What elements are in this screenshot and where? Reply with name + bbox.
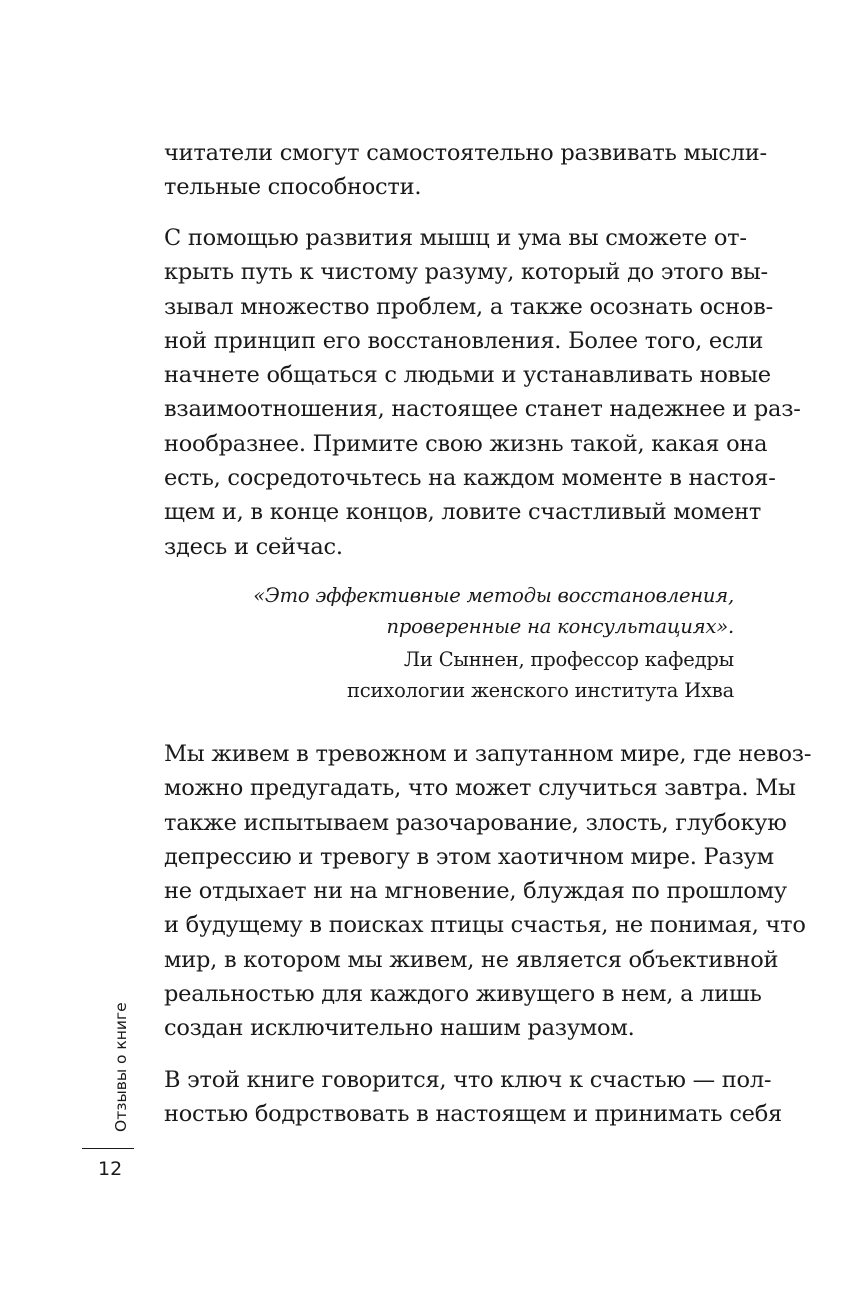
text-line: крыть путь к чистому разуму, который до этого вы- [164,259,768,286]
text-line: начнете общаться с людьми и устанавливать новые [164,362,771,389]
text-line: нообразнее. Примите свою жизнь такой, какая она [164,430,768,457]
text-line: мир, в котором мы живем, не является объективной [164,946,779,973]
text-line: реальностью для каждого живущего в нем, а лишь [164,981,762,1008]
quote-line: проверенные на консультациях». [386,615,734,638]
text-line: взаимоотношения, настоящее станет надежнее и раз- [164,396,801,423]
text-line: депрессию и тревогу в этом хаотичном мире. Разум [164,843,774,870]
text-line: можно предугадать, что может случиться завтра. Мы [164,775,796,802]
paragraph-4 [164,1063,782,1132]
paragraph-2 [164,221,801,564]
author-line: Ли Сыннен, профессор кафедры [403,648,734,671]
review-quote [164,580,734,642]
running-section-title: Отзывы о книге [112,1002,130,1132]
text-line: В этой книге говорится, что ключ к счастью — пол- [164,1067,772,1093]
review-author [164,644,734,706]
author-line: психологии женского института Ихва [346,679,734,702]
text-line: здесь и сейчас. [164,533,343,560]
paragraph-1 [164,136,767,205]
text-line: также испытываем разочарование, злость, глубокую [164,809,787,836]
paragraph-3 [164,737,812,1046]
text-line: создан исключительно нашим разумом. [164,1015,635,1042]
text-line: Мы живем в тревожном и запутанном мире, где невоз- [164,741,812,767]
text-line: зывал множество проблем, а также осознать основ- [164,293,773,320]
text-line: ностью бодрствовать в настоящем и принимать себя [164,1101,782,1128]
text-line: С помощью развития мышц и ума вы сможете от- [164,225,747,251]
page-number-rule [82,1148,134,1149]
page-number: 12 [98,1158,123,1180]
text-line: тельные способности. [164,174,422,201]
quote-line: «Это эффективные методы восстановления, [253,584,734,607]
text-line: ной принцип его восстановления. Более того, если [164,327,764,354]
text-line: и будущему в поисках птицы счастья, не понимая, что [164,912,806,939]
text-line: есть, сосредоточьтесь на каждом моменте в настоя- [164,465,776,492]
text-line: щем и, в конце концов, ловите счастливый момент [164,499,762,526]
text-line: не отдыхает ни на мгновение, блуждая по прошлому [164,878,787,905]
text-line: читатели смогут самостоятельно развивать мысли- [164,140,767,166]
